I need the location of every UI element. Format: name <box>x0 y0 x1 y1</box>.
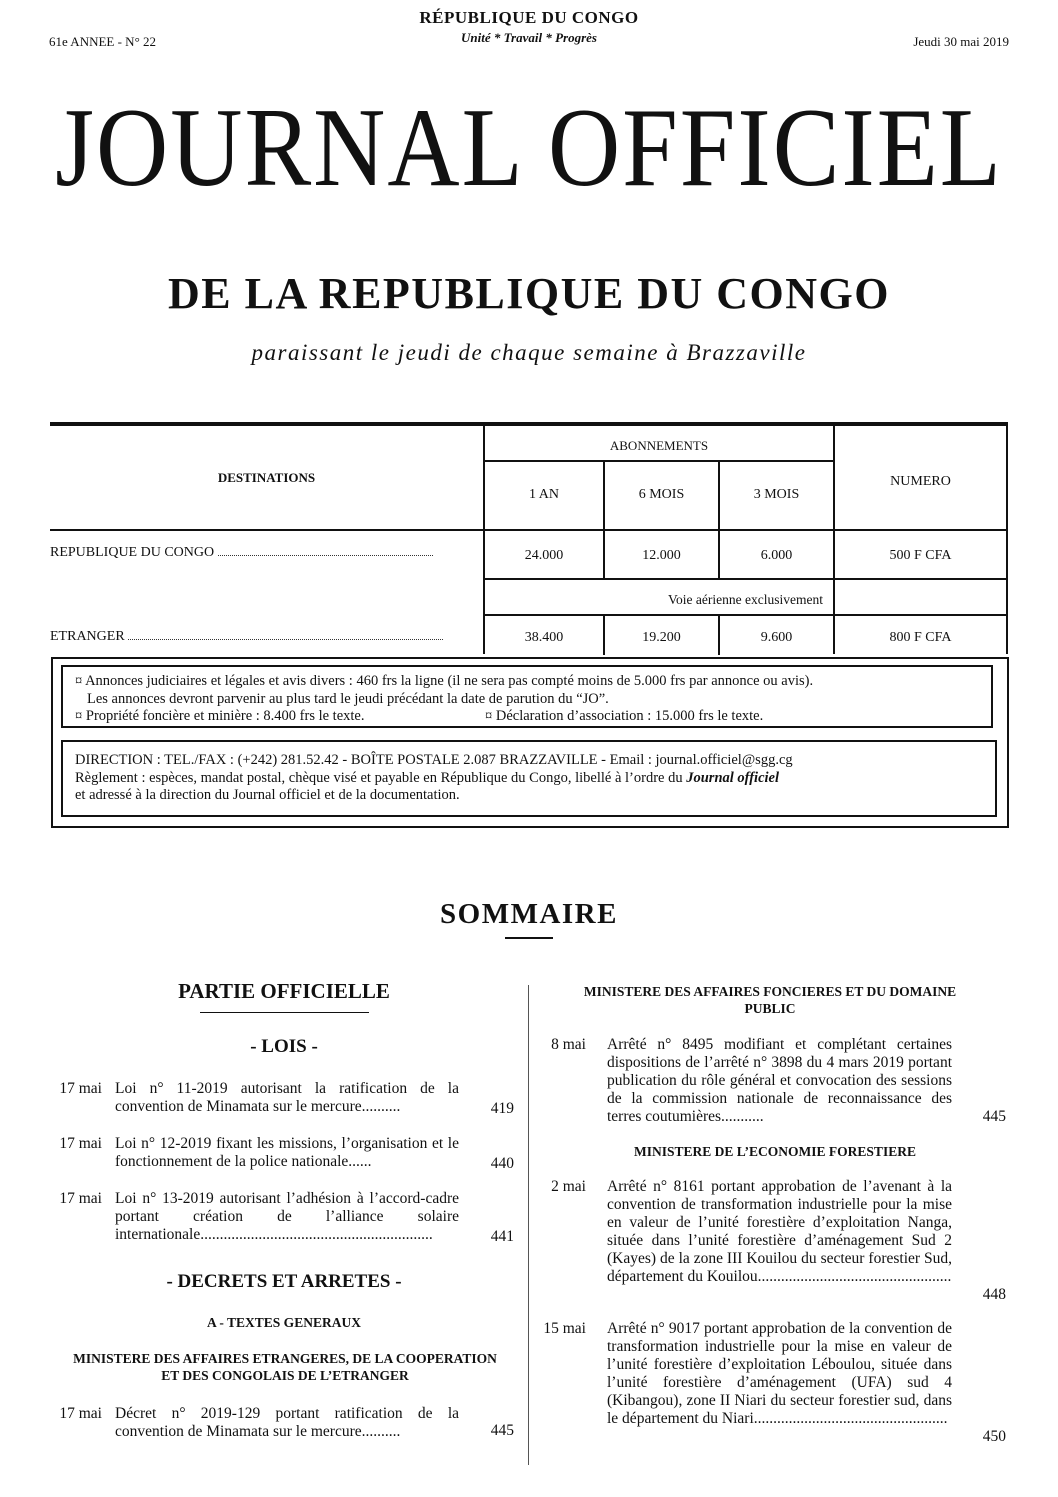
toc-entry <box>50 1080 518 1120</box>
partie-rule <box>200 1012 369 1013</box>
toc-entry <box>50 1190 518 1248</box>
entry-page: 445 <box>982 1108 1006 1125</box>
contact-box <box>61 740 997 817</box>
price-cell: 6.000 <box>760 548 793 563</box>
entry-date: 17 mai <box>59 1135 102 1152</box>
entry-page: 440 <box>490 1155 514 1172</box>
toc-entry <box>50 1405 518 1445</box>
entry-text: Arrêté n° 8495 modifiant et complétant certaines dispositions de l’arrêté n° 3898 du 4 mars 2019 portant publication du rôle général et convocation des sessions de la commission nationale de reconnaissance des terres coutumières........... <box>607 1036 952 1125</box>
price-cell: 12.000 <box>642 548 681 563</box>
entry-text: Loi n° 13-2019 autorisant l’adhésion à l’accord-cadre portant création de l’alliance solaire internationale............................................................ <box>115 1190 459 1243</box>
table-rule <box>483 614 1008 616</box>
abonnements-header: ABONNEMENTS <box>609 438 709 453</box>
entry-page: 448 <box>982 1286 1006 1303</box>
leader-dots <box>128 639 443 640</box>
contact-line <box>75 770 995 788</box>
numero-cell: 500 F CFA <box>889 548 952 563</box>
toc-entry <box>540 1320 1010 1446</box>
national-motto: Unité * Travail * Progrès <box>460 30 597 45</box>
ministry-heading: MINISTERE DE L’ECONOMIE FORESTIERE <box>634 1144 916 1159</box>
ministry-heading: MINISTERE DES AFFAIRES ETRANGERES, DE LA COOPERATION ET DES CONGOLAIS DE L’ETRANGER <box>73 1351 497 1383</box>
masthead-top <box>0 8 1058 46</box>
notice-line: ¤ Annonces judiciaires et légales et avis divers : 460 frs la ligne (il ne sera pas compté moins de 5.000 frs par annonce ou avis). <box>75 673 814 689</box>
toc-entry <box>540 1036 1010 1126</box>
entry-text: Loi n° 11-2019 autorisant la ratification de la convention de Minamata sur le mercure.......... <box>115 1080 459 1115</box>
entry-page: 445 <box>490 1422 514 1439</box>
air-note: Voie aérienne exclusivement <box>668 592 823 607</box>
toc-entry <box>540 1178 1010 1304</box>
entry-text: Décret n° 2019-129 portant ratification de la convention de Minamata sur le mercure.......... <box>115 1405 459 1440</box>
leader-dots <box>218 555 433 556</box>
contact-line: et adressé à la direction du Journal officiel et de la documentation. <box>75 787 460 803</box>
decrets-heading: - DECRETS ET ARRETES - <box>166 1271 402 1292</box>
price-cell: 38.400 <box>524 630 564 645</box>
destination-row-congo <box>50 545 455 561</box>
notice-association: ¤ Déclaration d’association : 15.000 frs le texte. <box>485 708 764 724</box>
notice-property: ¤ Propriété foncière et minière : 8.400 frs le texte. <box>75 708 365 724</box>
table-top-rule <box>50 422 1008 426</box>
entry-page: 419 <box>490 1100 514 1117</box>
period-header: 3 MOIS <box>753 487 800 502</box>
journal-subtitle: DE LA REPUBLIQUE DU CONGO <box>167 269 891 318</box>
notice-line: Les annonces devront parvenir au plus tard le jeudi précédant la date de parution du “JO”. <box>87 690 609 707</box>
issue-number: 61e ANNEE - N° 22 <box>49 34 157 49</box>
notice-line <box>75 708 991 726</box>
period-header: 1 AN <box>529 487 559 502</box>
entry-text: Arrêté n° 9017 portant approbation de la convention de transformation industrielle pour la mise en valeur de l’unité forestière d’exploitation Léboulou, située dans l’unité forestière d’aménagement (UFA) sud 4 (Kibangou), zone II Niari du secteur forestier sud, dans le département du Niari.................................................. <box>607 1320 952 1427</box>
column-separator <box>528 985 529 1465</box>
destination-row-etranger <box>50 629 455 645</box>
price-cell: 19.200 <box>642 630 681 645</box>
table-divider <box>1006 426 1008 654</box>
entry-date: 17 mai <box>59 1080 102 1097</box>
destination-label: REPUBLIQUE DU CONGO <box>50 545 215 560</box>
destination-label: ETRANGER <box>50 629 125 644</box>
table-rule <box>483 460 835 462</box>
contact-line: DIRECTION : TEL./FAX : (+242) 281.52.42 - BOÎTE POSTALE 2.087 BRAZZAVILLE - Email : journal.officiel@sgg.cg <box>75 752 793 768</box>
partie-heading: PARTIE OFFICIELLE <box>178 979 390 1003</box>
sommaire-rule <box>505 937 553 939</box>
table-rule <box>483 578 1008 580</box>
journal-name: Journal officiel <box>686 769 780 786</box>
price-cell: 9.600 <box>760 630 793 645</box>
journal-tagline: paraissant le jeudi de chaque semaine à Brazzaville <box>251 340 807 365</box>
entry-date: 8 mai <box>551 1036 586 1053</box>
entry-date: 17 mai <box>59 1405 102 1422</box>
payment-text: Règlement : espèces, mandat postal, chèque visé et payable en République du Congo, libellé à l’ordre du <box>75 769 687 786</box>
notices-box <box>61 665 993 728</box>
ministry-heading: MINISTERE DES AFFAIRES FONCIERES ET DU DOMAINE PUBLIC <box>583 984 957 1016</box>
entry-text: Arrêté n° 8161 portant approbation de l’avenant à la convention de transformation industrielle pour la mise en valeur de l’unité forestière d’exploitation Nanga, située dans l’unité forestière d’aménagement Sud 2 (Kayes) de la zone III Kouilou du secteur forestier Sud, département du Kouilou.................................................. <box>607 1178 952 1285</box>
republic-name: RÉPUBLIQUE DU CONGO <box>419 8 639 27</box>
journal-title: JOURNAL OFFICIEL <box>55 85 1003 210</box>
entry-page: 450 <box>982 1428 1006 1445</box>
table-rule <box>50 529 1008 531</box>
toc-entry <box>50 1135 518 1175</box>
lois-heading: - LOIS - <box>250 1036 318 1057</box>
entry-page: 441 <box>490 1228 514 1245</box>
numero-cell: 800 F CFA <box>889 630 952 645</box>
entry-date: 17 mai <box>59 1190 102 1207</box>
issue-date: Jeudi 30 mai 2019 <box>913 34 1009 49</box>
entry-text: Loi n° 12-2019 fixant les missions, l’organisation et le fonctionnement de la police nationale...... <box>115 1135 459 1170</box>
entry-date: 15 mai <box>543 1320 586 1337</box>
period-header: 6 MOIS <box>638 487 685 502</box>
numero-header: NUMERO <box>890 474 951 489</box>
entry-date: 2 mai <box>551 1178 586 1195</box>
textes-heading: A - TEXTES GENERAUX <box>207 1315 361 1330</box>
sommaire-title: SOMMAIRE <box>440 898 618 930</box>
price-cell: 24.000 <box>524 548 564 563</box>
destinations-header: DESTINATIONS <box>217 470 316 485</box>
